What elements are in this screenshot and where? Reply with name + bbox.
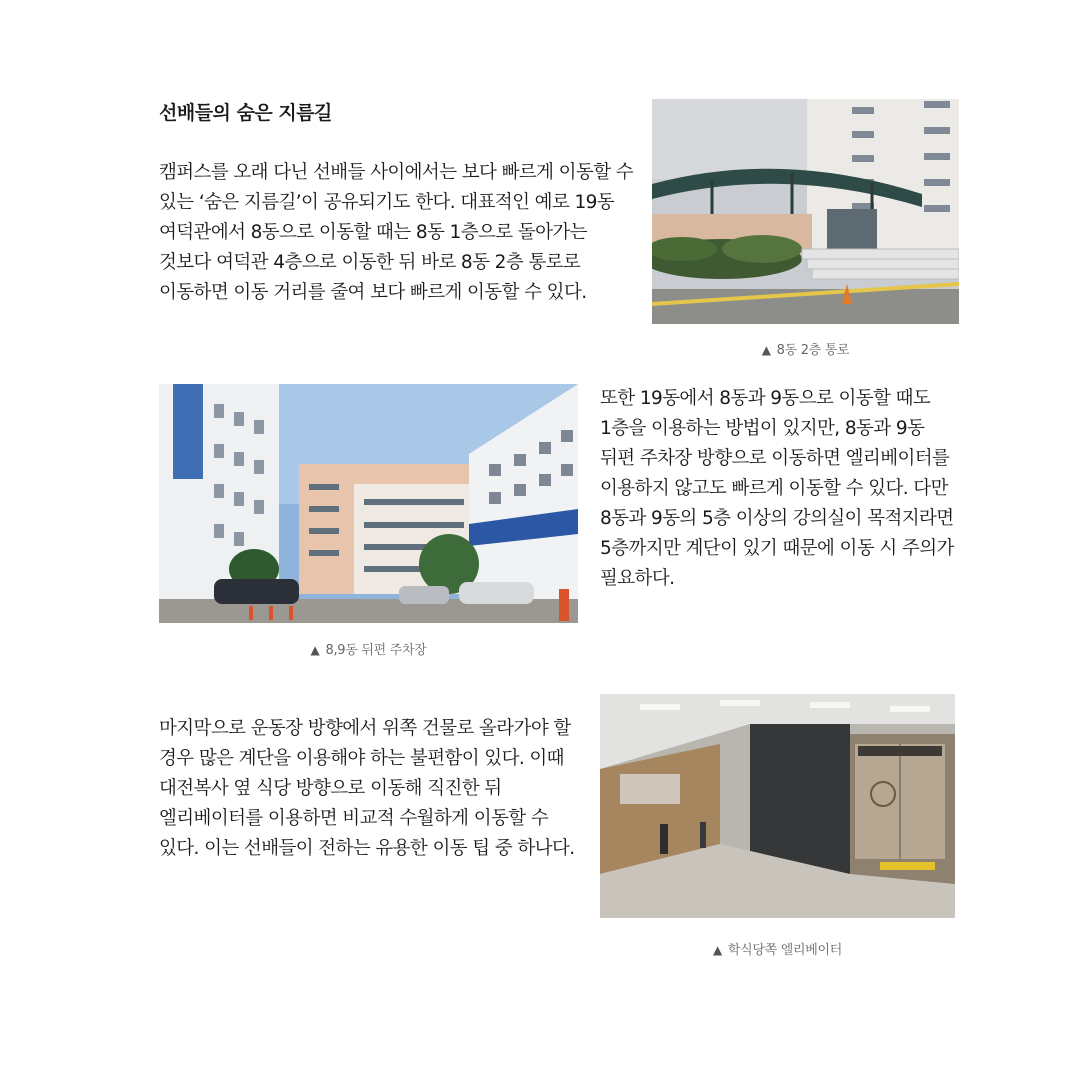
section-heading: 선배들의 숨은 지름길 — [159, 102, 332, 124]
triangle-icon: ▲ — [761, 343, 771, 357]
photo-caption: ▲ 8,9동 뒤편 주차장 — [310, 643, 427, 658]
photo-caption: ▲ 8동 2층 통로 — [761, 343, 850, 358]
triangle-icon: ▲ — [310, 643, 320, 657]
triangle-icon: ▲ — [712, 943, 722, 957]
paragraph-parking-route: 또한 19동에서 8동과 9동으로 이동할 때도 1층을 이용하는 방법이 있지만, 8동과 9동 뒤편 주차장 방향으로 이동하면 엘리베이터를 이용하지 않고도 빠르게 이동할 수 있다. 다만 8동과 9동의 5층 이상의 강의실이 목적지라면 5층까지만 계단이 있기 때문에 이동 시 주의가 필요하다. — [600, 388, 954, 589]
paragraph-elevator-route: 마지막으로 운동장 방향에서 위쪽 건물로 올라가야 할 경우 많은 계단을 이용해야 하는 불편함이 있다. 이때 대전복사 옆 식당 방향으로 이동해 직진한 뒤 엘리베이터를 이용하면 비교적 수월하게 이동할 수 있다. 이는 선배들이 전하는 유용한 이동 팁 중 하나다. — [159, 718, 575, 859]
paragraph-shortcut-intro: 캠퍼스를 오래 다닌 선배들 사이에서는 보다 빠르게 이동할 수 있는 ‘숨은 지름길’이 공유되기도 한다. 대표적인 예로 19동 여덕관에서 8동으로 이동할 때는 8동 1층으로 돌아가는 것보다 여덕관 4층으로 이동한 뒤 바로 8동 2층 통로로 이동하면 이동 거리를 줄여 보다 빠르게 이동할 수 있다. — [159, 162, 634, 303]
photo-parking-lot — [159, 384, 578, 623]
photo-cafeteria-elevator — [600, 694, 955, 918]
photo-caption: ▲ 학식당쪽 엘리베이터 — [712, 943, 843, 958]
photo-8dong-2f-passage — [652, 99, 959, 324]
